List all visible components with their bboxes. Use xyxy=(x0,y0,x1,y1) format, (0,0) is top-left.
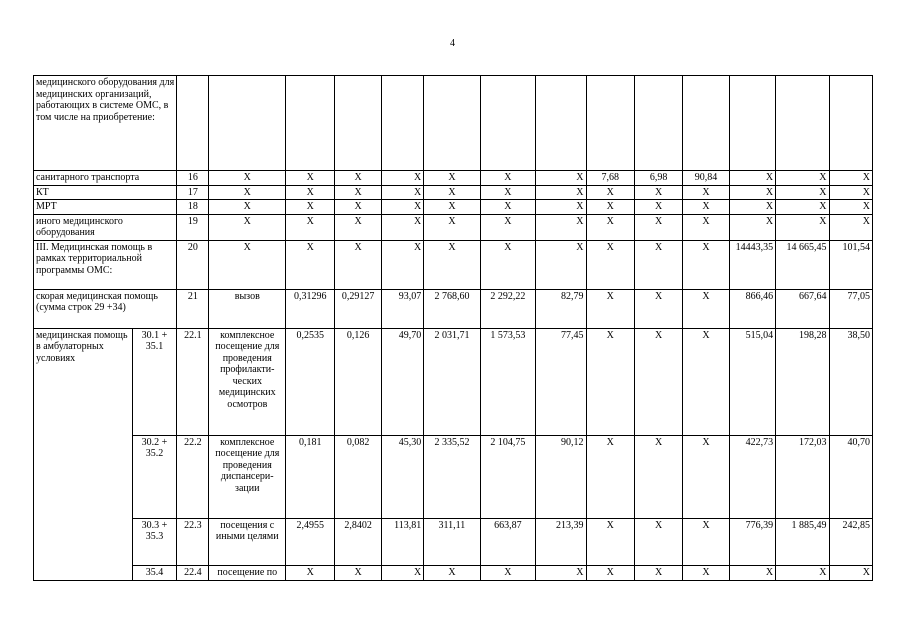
value-cell: X xyxy=(381,240,423,289)
value-cell: 77,45 xyxy=(536,328,586,435)
value-cell: X xyxy=(286,171,335,186)
value-cell: 198,28 xyxy=(776,328,829,435)
row-subsection: 30.3 + 35.3 xyxy=(132,518,176,565)
value-cell xyxy=(536,76,586,171)
row-unit: X xyxy=(209,200,286,215)
row-unit: комплексное посещение для проведения диспансери-зации xyxy=(209,435,286,518)
value-cell xyxy=(776,76,829,171)
value-cell: X xyxy=(634,200,682,215)
row-label: III. Медицинская помощь в рамках территориальной программы ОМС: xyxy=(34,240,177,289)
row-number: 22.3 xyxy=(177,518,209,565)
value-cell: X xyxy=(424,185,480,200)
row-label: скорая медицинская помощь (сумма строк 29 +34) xyxy=(34,289,177,328)
value-cell: X xyxy=(335,171,381,186)
value-cell: 7,68 xyxy=(586,171,634,186)
row-subsection: 30.1 + 35.1 xyxy=(132,328,176,435)
value-cell: X xyxy=(381,214,423,240)
row-label: санитарного транспорта xyxy=(34,171,177,186)
value-cell: 77,05 xyxy=(829,289,873,328)
value-cell: X xyxy=(586,328,634,435)
table-row xyxy=(34,200,873,215)
value-cell: X xyxy=(335,214,381,240)
table-row xyxy=(34,518,873,565)
row-number: 21 xyxy=(177,289,209,328)
value-cell: 0,181 xyxy=(286,435,335,518)
value-cell: X xyxy=(729,200,775,215)
value-cell: X xyxy=(381,171,423,186)
value-cell: 2 104,75 xyxy=(480,435,535,518)
value-cell: 0,2535 xyxy=(286,328,335,435)
value-cell: X xyxy=(586,518,634,565)
value-cell: X xyxy=(683,289,729,328)
value-cell: 82,79 xyxy=(536,289,586,328)
value-cell: X xyxy=(536,565,586,580)
value-cell: 93,07 xyxy=(381,289,423,328)
page-number: 4 xyxy=(450,38,455,49)
value-cell: 1 573,53 xyxy=(480,328,535,435)
value-cell: X xyxy=(536,171,586,186)
value-cell: 2 292,22 xyxy=(480,289,535,328)
value-cell: X xyxy=(829,565,873,580)
value-cell: 866,46 xyxy=(729,289,775,328)
table-row xyxy=(34,171,873,186)
value-cell: X xyxy=(335,185,381,200)
value-cell: X xyxy=(776,171,829,186)
table-row xyxy=(34,185,873,200)
value-cell: X xyxy=(776,185,829,200)
value-cell: 0,082 xyxy=(335,435,381,518)
value-cell: X xyxy=(286,565,335,580)
value-cell: X xyxy=(776,200,829,215)
value-cell: X xyxy=(335,565,381,580)
value-cell: 2 335,52 xyxy=(424,435,480,518)
value-cell: X xyxy=(634,214,682,240)
value-cell: 101,54 xyxy=(829,240,873,289)
row-unit: посещения с иными целями xyxy=(209,518,286,565)
value-cell: X xyxy=(536,185,586,200)
value-cell: X xyxy=(729,185,775,200)
value-cell: 667,64 xyxy=(776,289,829,328)
value-cell: 113,81 xyxy=(381,518,423,565)
value-cell: 213,39 xyxy=(536,518,586,565)
row-number: 18 xyxy=(177,200,209,215)
value-cell: 45,30 xyxy=(381,435,423,518)
row-unit: X xyxy=(209,171,286,186)
value-cell: X xyxy=(286,240,335,289)
value-cell: X xyxy=(424,171,480,186)
value-cell: 14443,35 xyxy=(729,240,775,289)
value-cell: X xyxy=(586,289,634,328)
value-cell xyxy=(586,76,634,171)
value-cell: 172,03 xyxy=(776,435,829,518)
value-cell: 1 885,49 xyxy=(776,518,829,565)
value-cell: 311,11 xyxy=(424,518,480,565)
value-cell: X xyxy=(634,289,682,328)
value-cell: X xyxy=(829,214,873,240)
value-cell xyxy=(683,76,729,171)
value-cell: 0,126 xyxy=(335,328,381,435)
value-cell: X xyxy=(480,185,535,200)
row-unit: X xyxy=(209,240,286,289)
value-cell: 90,84 xyxy=(683,171,729,186)
value-cell xyxy=(634,76,682,171)
value-cell: X xyxy=(536,214,586,240)
value-cell: 515,04 xyxy=(729,328,775,435)
value-cell: X xyxy=(381,200,423,215)
value-cell: X xyxy=(634,435,682,518)
value-cell: 90,12 xyxy=(536,435,586,518)
value-cell: X xyxy=(586,435,634,518)
value-cell: X xyxy=(586,214,634,240)
value-cell xyxy=(829,76,873,171)
value-cell: 49,70 xyxy=(381,328,423,435)
value-cell xyxy=(729,76,775,171)
value-cell: 2,8402 xyxy=(335,518,381,565)
value-cell: X xyxy=(424,200,480,215)
value-cell: X xyxy=(634,565,682,580)
table-row xyxy=(34,565,873,580)
value-cell: X xyxy=(424,214,480,240)
value-cell: X xyxy=(381,565,423,580)
value-cell: X xyxy=(683,565,729,580)
value-cell: X xyxy=(586,240,634,289)
value-cell: X xyxy=(424,565,480,580)
value-cell: X xyxy=(776,214,829,240)
value-cell: 2 031,71 xyxy=(424,328,480,435)
table-row xyxy=(34,214,873,240)
value-cell: 38,50 xyxy=(829,328,873,435)
value-cell: X xyxy=(586,565,634,580)
value-cell: 2 768,60 xyxy=(424,289,480,328)
row-number: 19 xyxy=(177,214,209,240)
value-cell: X xyxy=(683,240,729,289)
value-cell: X xyxy=(634,240,682,289)
value-cell: X xyxy=(480,200,535,215)
value-cell xyxy=(286,76,335,171)
value-cell: 0,31296 xyxy=(286,289,335,328)
value-cell: X xyxy=(729,214,775,240)
row-unit: вызов xyxy=(209,289,286,328)
row-number: 17 xyxy=(177,185,209,200)
value-cell xyxy=(480,76,535,171)
row-unit: посещение по xyxy=(209,565,286,580)
value-cell: X xyxy=(536,240,586,289)
row-subsection: 35.4 xyxy=(132,565,176,580)
value-cell: X xyxy=(683,200,729,215)
value-cell: X xyxy=(683,185,729,200)
row-unit xyxy=(209,76,286,171)
amb-label: медицинская помощь в амбулаторных условиях xyxy=(34,328,133,580)
table-row xyxy=(34,240,873,289)
value-cell: X xyxy=(286,185,335,200)
value-cell: X xyxy=(480,171,535,186)
data-table xyxy=(33,75,873,581)
table-row xyxy=(34,76,873,171)
value-cell: X xyxy=(335,200,381,215)
row-label: МРТ xyxy=(34,200,177,215)
value-cell: 242,85 xyxy=(829,518,873,565)
value-cell: X xyxy=(829,185,873,200)
value-cell: X xyxy=(381,185,423,200)
row-label: КТ xyxy=(34,185,177,200)
value-cell: X xyxy=(683,435,729,518)
value-cell: X xyxy=(776,565,829,580)
row-number: 16 xyxy=(177,171,209,186)
value-cell: X xyxy=(683,518,729,565)
row-number xyxy=(177,76,209,171)
row-unit: X xyxy=(209,214,286,240)
row-label: медицинского оборудования для медицинских организаций, работающих в системе ОМС, в том числе на приобретение: xyxy=(34,76,177,171)
value-cell: 40,70 xyxy=(829,435,873,518)
row-number: 22.1 xyxy=(177,328,209,435)
value-cell: X xyxy=(683,214,729,240)
value-cell: X xyxy=(634,185,682,200)
value-cell: 776,39 xyxy=(729,518,775,565)
value-cell xyxy=(335,76,381,171)
value-cell: 0,29127 xyxy=(335,289,381,328)
table-row xyxy=(34,289,873,328)
value-cell: X xyxy=(286,214,335,240)
table-row xyxy=(34,435,873,518)
value-cell: X xyxy=(536,200,586,215)
value-cell: 6,98 xyxy=(634,171,682,186)
value-cell: 14 665,45 xyxy=(776,240,829,289)
row-label: иного медицинского оборудования xyxy=(34,214,177,240)
value-cell: X xyxy=(729,565,775,580)
table-row xyxy=(34,328,873,435)
row-number: 22.2 xyxy=(177,435,209,518)
value-cell: X xyxy=(634,518,682,565)
row-unit: комплексное посещение для проведения профилакти-ческих медицинских осмотров xyxy=(209,328,286,435)
row-subsection: 30.2 + 35.2 xyxy=(132,435,176,518)
value-cell: X xyxy=(480,240,535,289)
value-cell: X xyxy=(286,200,335,215)
value-cell xyxy=(424,76,480,171)
value-cell: X xyxy=(424,240,480,289)
value-cell: 2,4955 xyxy=(286,518,335,565)
value-cell: X xyxy=(480,214,535,240)
value-cell xyxy=(381,76,423,171)
value-cell: X xyxy=(480,565,535,580)
value-cell: X xyxy=(829,171,873,186)
value-cell: X xyxy=(335,240,381,289)
value-cell: X xyxy=(729,171,775,186)
value-cell: X xyxy=(829,200,873,215)
value-cell: 422,73 xyxy=(729,435,775,518)
row-number: 20 xyxy=(177,240,209,289)
value-cell: X xyxy=(586,185,634,200)
value-cell: X xyxy=(634,328,682,435)
value-cell: X xyxy=(586,200,634,215)
value-cell: X xyxy=(683,328,729,435)
row-unit: X xyxy=(209,185,286,200)
row-number: 22.4 xyxy=(177,565,209,580)
value-cell: 663,87 xyxy=(480,518,535,565)
